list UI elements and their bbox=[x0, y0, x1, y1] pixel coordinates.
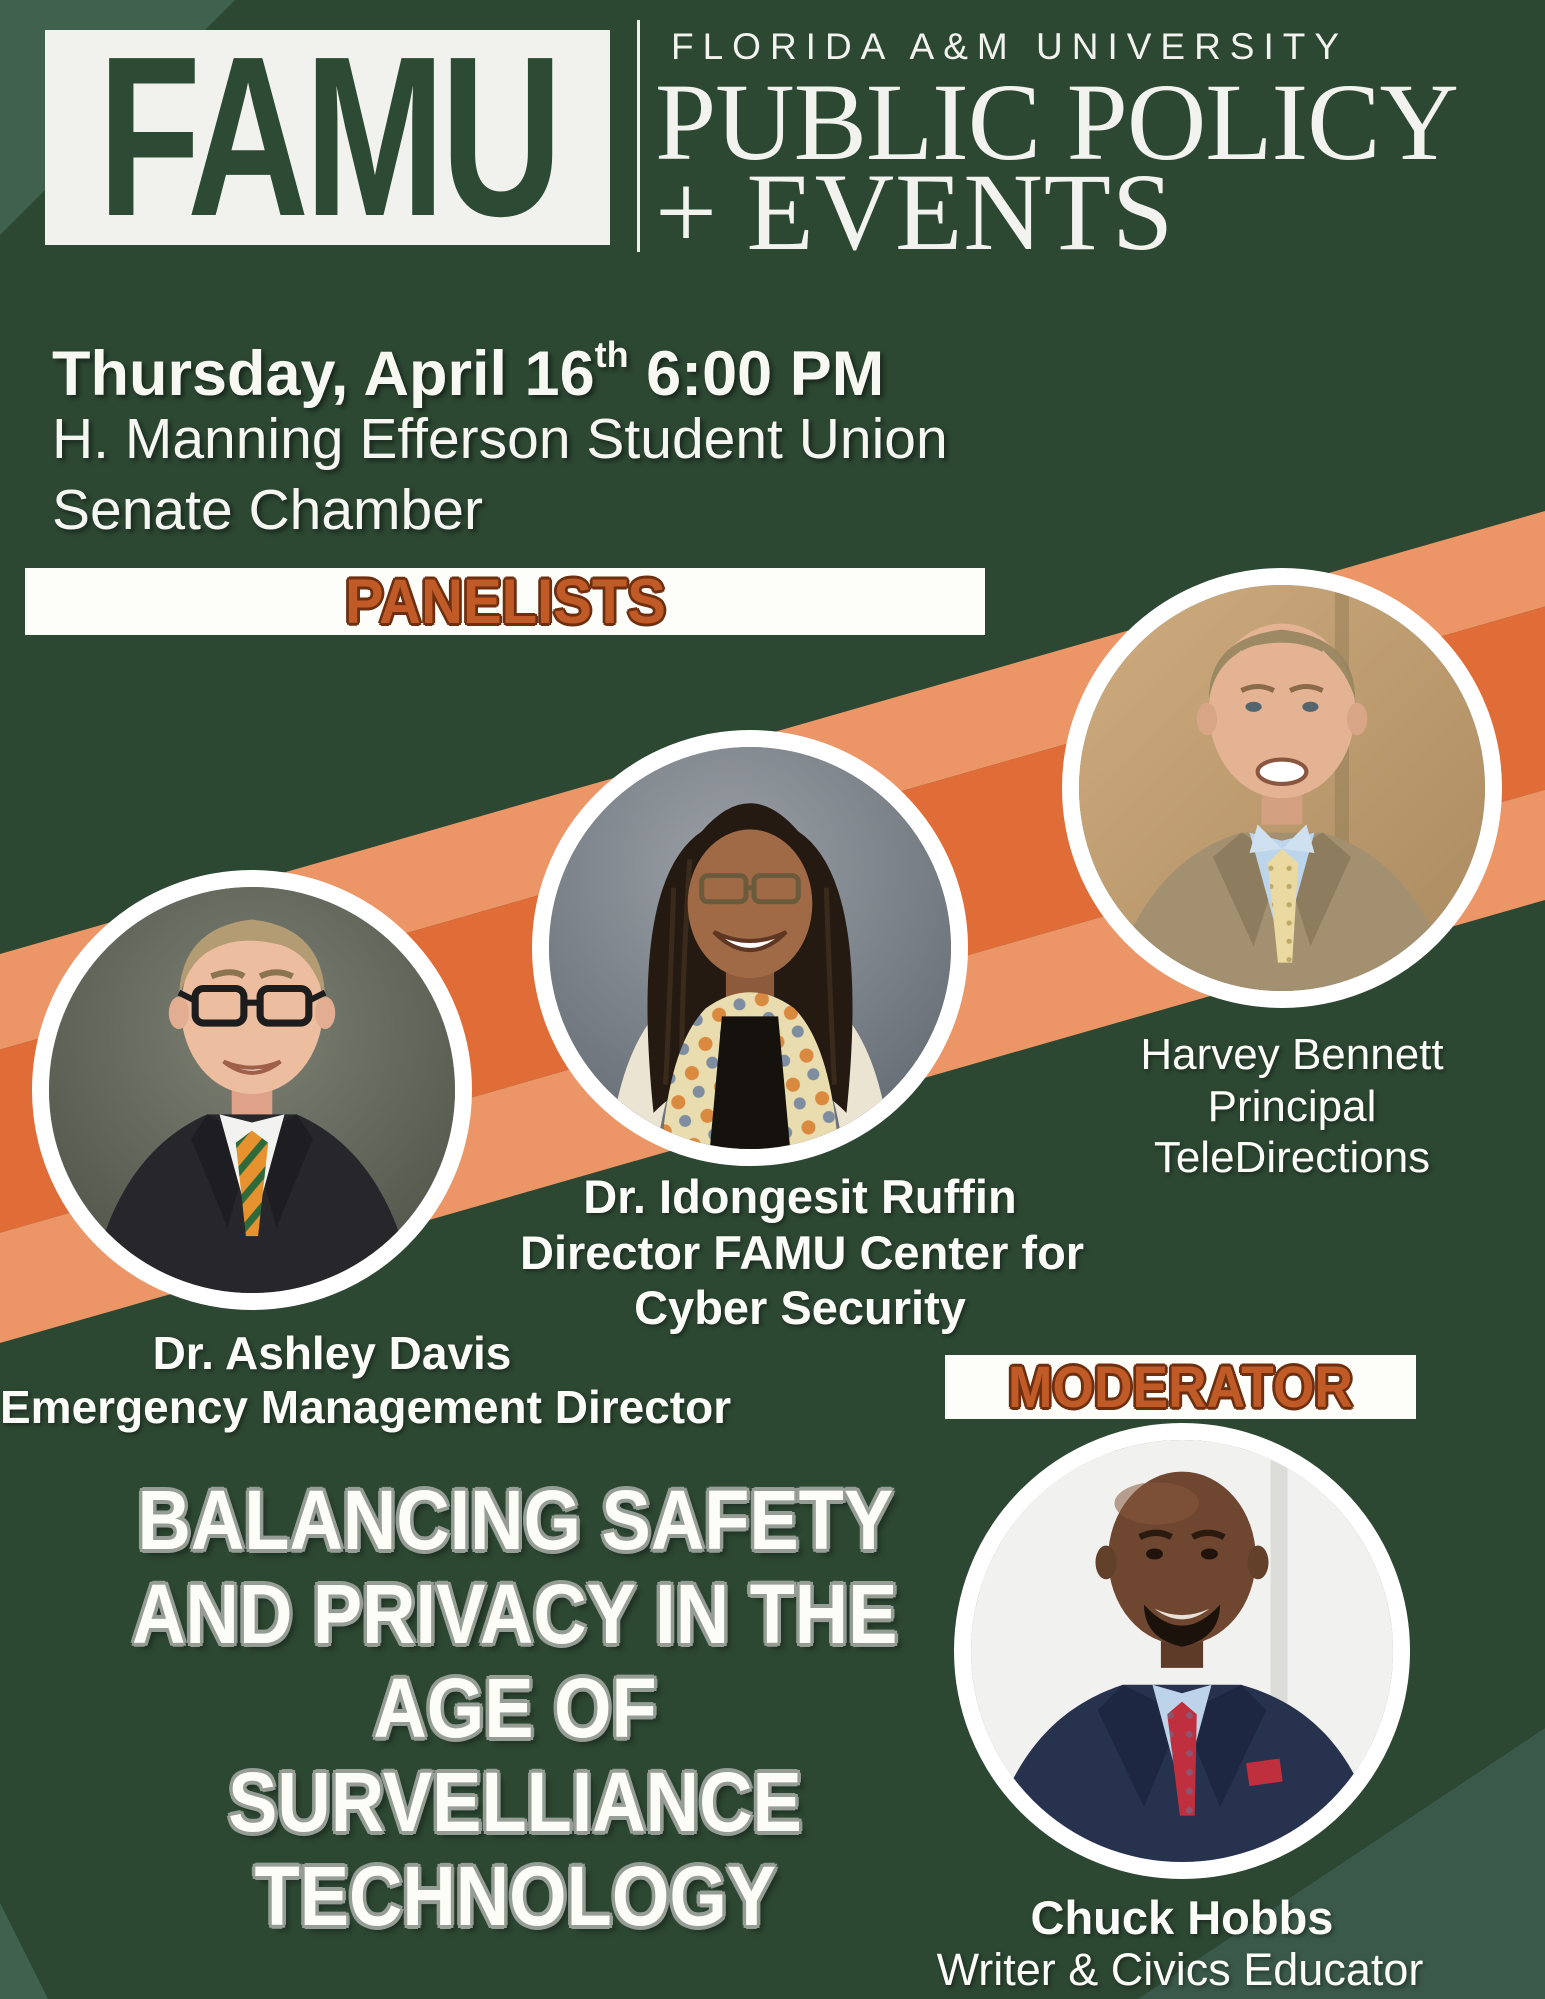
panelist-davis-name: Dr. Ashley Davis bbox=[152, 1327, 512, 1379]
date-ordinal: th bbox=[594, 334, 629, 375]
portrait-ashley-davis bbox=[32, 870, 472, 1310]
title-line-1: BALANCING SAFETY bbox=[137, 1473, 893, 1567]
panelist-ruffin-role-1: Director FAMU Center for bbox=[520, 1226, 1085, 1279]
famu-logo bbox=[45, 10, 610, 264]
harvey-bennett-photo bbox=[1079, 585, 1485, 991]
panelists-banner bbox=[25, 568, 985, 635]
panelists-label: PANELISTS bbox=[344, 566, 666, 637]
chuck-hobbs-photo bbox=[971, 1440, 1393, 1862]
moderator-banner bbox=[945, 1355, 1416, 1419]
portrait-harvey-bennett bbox=[1062, 568, 1502, 1008]
university-name: FLORIDA A&M UNIVERSITY bbox=[671, 26, 1349, 67]
event-venue bbox=[52, 404, 948, 546]
panelist-ruffin-name: Dr. Idongesit Ruffin bbox=[583, 1170, 1017, 1223]
event-datetime bbox=[52, 334, 884, 410]
panelist-ruffin-role-2: Cyber Security bbox=[634, 1281, 966, 1334]
ashley-davis-photo bbox=[49, 887, 455, 1293]
moderator-label: MODERATOR bbox=[1008, 1354, 1353, 1420]
event-date: Thursday, April 16 bbox=[52, 339, 595, 409]
portrait-chuck-hobbs bbox=[954, 1423, 1410, 1879]
title-line-5: TECHNOLOGY bbox=[254, 1849, 776, 1943]
title-line-4: SURVELLIANCE bbox=[228, 1755, 802, 1849]
event-title bbox=[55, 1473, 975, 1943]
event-time: 6:00 PM bbox=[628, 339, 885, 409]
portrait-idongesit-ruffin bbox=[532, 730, 968, 1166]
panelist-davis-role: Emergency Management Director bbox=[0, 1381, 732, 1433]
panelist-bennett-name: Harvey Bennett bbox=[1140, 1030, 1444, 1079]
famu-logo-text: FAMU bbox=[97, 10, 558, 264]
panelist-bennett-role-1: Principal bbox=[1207, 1082, 1377, 1131]
title-line-3: AGE OF bbox=[373, 1661, 657, 1755]
header-divider-line bbox=[637, 20, 640, 252]
panelist-bennett-role-2: TeleDirections bbox=[1153, 1133, 1431, 1182]
title-line-2: AND PRIVACY IN THE bbox=[132, 1567, 898, 1661]
venue-line-2: Senate Chamber bbox=[52, 478, 483, 542]
department-line-2: + EVENTS bbox=[655, 151, 1175, 273]
department-line-1: PUBLIC POLICY bbox=[655, 61, 1458, 183]
idongesit-ruffin-photo bbox=[549, 747, 951, 1149]
venue-line-1: H. Manning Efferson Student Union bbox=[52, 407, 948, 471]
moderator-name: Chuck Hobbs bbox=[1030, 1891, 1334, 1944]
corner-triangle-bottom-left bbox=[0, 1903, 48, 1999]
moderator-role: Writer & Civics Educator bbox=[936, 1944, 1424, 1995]
